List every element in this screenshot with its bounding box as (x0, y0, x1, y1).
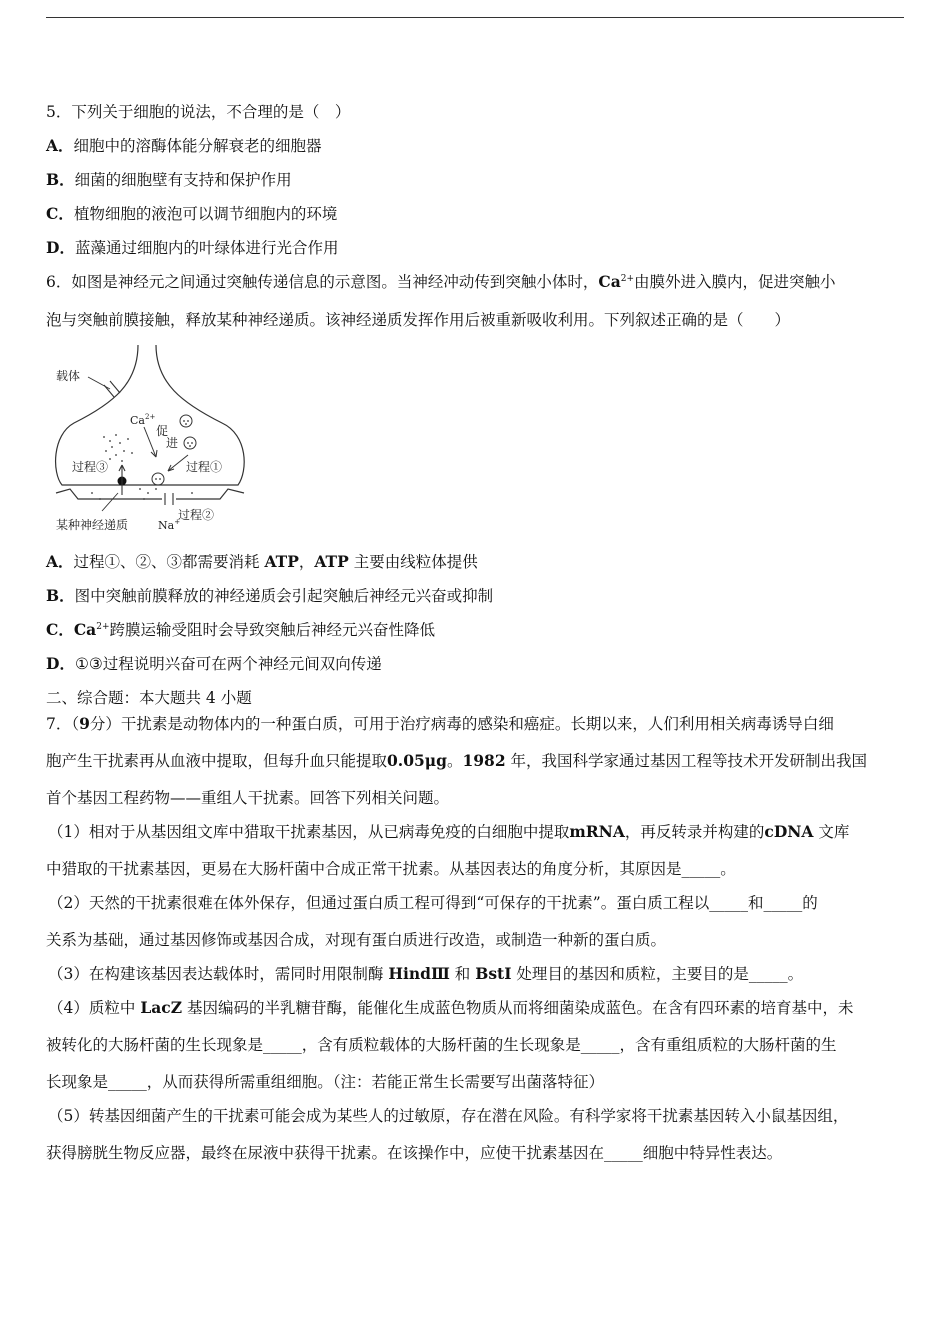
text-run: 9 (79, 714, 90, 733)
label-na: Na+ (158, 518, 181, 532)
transmitter-dots (103, 434, 133, 462)
text-run: ，从而获得所需重组细胞。（注：若能正常生长需要写出菌落特征） (146, 1073, 605, 1091)
q5-option-d (46, 238, 338, 258)
text-run: 和 (747, 894, 764, 912)
q7-part2-line2: 关系为基础，通过基因修饰或基因合成，对现有蛋白质进行改造，或制造一种新的蛋白质。 (46, 931, 667, 949)
text-run: 植物细胞的液泡可以调节细胞内的环境 (73, 205, 338, 223)
label-process2: 过程② (178, 508, 215, 522)
q6-option-c (46, 620, 435, 640)
text-run: ，含有重组质粒的大肠杆菌的生 (619, 1036, 837, 1054)
text-run: 由膜外进入膜内，促进突触小 (634, 273, 836, 291)
q7-line1 (46, 714, 834, 734)
text-run: LacZ (140, 998, 183, 1017)
text-run: （2）天然的干扰素很难在体外保存，但通过蛋白质工程可得到“可保存的干扰素”。蛋白质工程以 (48, 894, 710, 912)
text-run: 。 (446, 752, 463, 770)
postsynaptic-membrane (56, 489, 244, 499)
text-run: B． (46, 170, 75, 189)
text-run: Ca (598, 272, 621, 291)
label-promote-1: 促 (156, 424, 169, 438)
cleft-dots (91, 488, 193, 500)
answer-blank: _____ (580, 1036, 620, 1054)
text-run: C． (46, 620, 74, 639)
na-channel (165, 493, 173, 505)
answer-blank: _____ (709, 894, 748, 912)
text-run: 6．如图是神经元之间通过突触传递信息的示意图。当神经冲动传到突触小体时， (46, 273, 599, 291)
text-run: C． (46, 204, 74, 223)
q7-part4-line2 (46, 1035, 837, 1055)
answer-blank: _____ (763, 894, 803, 912)
label-process3: 过程③ (72, 460, 109, 474)
answer-blank: _____ (108, 1073, 147, 1091)
text-run: （1）相对于从基因组文库中猎取干扰素基因，从已病毒免疫的白细胞中提取 (48, 823, 570, 841)
carrier-pointer (88, 377, 110, 389)
q5-option-c (46, 204, 337, 224)
text-run: 处理目的基因和质粒，主要目的是 (516, 965, 749, 983)
text-run: 年，我国科学家通过基因工程等技术开发研制出我国 (510, 752, 868, 770)
text-run: Ca (73, 620, 97, 639)
text-run: 胞产生干扰素再从血液中提取，但每升血只能提取 (46, 752, 388, 770)
text-run: 2+ (96, 622, 110, 632)
text-run: 7．（ (46, 715, 80, 733)
text-run: ，含有质粒载体的大肠杆菌的生长现象是 (301, 1036, 581, 1054)
q6-option-d (46, 654, 382, 674)
text-run: ATP (314, 552, 349, 571)
answer-blank: _____ (681, 860, 721, 878)
text-run: A． (46, 136, 74, 155)
q5-option-b (46, 170, 292, 190)
text-run: 基因编码的半乳糖苷酶，能催化生成蓝色物质从而将细菌染成蓝色。在含有四环素的培育基中，未 (186, 999, 854, 1017)
q7-part1-line2 (46, 859, 736, 879)
label-process1: 过程① (186, 460, 223, 474)
text-run: 长现象是 (46, 1073, 109, 1091)
text-run: 。 (720, 860, 736, 878)
q7-line2 (46, 751, 867, 771)
text-run: 0.05μg (387, 751, 447, 770)
text-run: 分）干扰素是动物体内的一种蛋白质，可用于治疗病毒的感染和癌症。长期以来，人们利用相关病毒诱导白细 (89, 715, 834, 733)
header-rule (46, 17, 904, 18)
text-run: 和 (454, 965, 471, 983)
text-run: 1982 (462, 751, 506, 770)
text-run: ， (298, 553, 315, 571)
text-run: D． (46, 238, 75, 257)
q7-part5-line1: （5）转基因细菌产生的干扰素可能会成为某些人的过敏原，存在潜在风险。有科学家将干扰素基因转入小鼠基因组， (48, 1107, 849, 1125)
label-promote-2: 进 (166, 436, 179, 450)
q7-part5-line2 (46, 1143, 782, 1163)
text-run: HindⅢ (388, 964, 450, 983)
text-run: 细胞中的溶酶体能分解衰老的细胞器 (73, 137, 322, 155)
q7-line3: 首个基因工程药物——重组人干扰素。回答下列相关问题。 (46, 789, 450, 807)
text-run: 2+ (620, 274, 635, 284)
text-run: BstⅠ (475, 964, 512, 983)
text-run: cDNA (764, 822, 814, 841)
text-run: ①③过程说明兴奋可在两个神经元间双向传递 (74, 655, 382, 673)
q6-stem-line1 (46, 272, 836, 292)
text-run: 过程①、②、③都需要消耗 (73, 553, 260, 571)
text-run: 细胞中特异性表达。 (642, 1144, 783, 1162)
q7-part1-line1 (48, 822, 849, 842)
q7-part4-line3 (46, 1072, 604, 1092)
text-run: 中猎取的干扰素基因，更易在大肠杆菌中合成正常干扰素。从基因表达的角度分析，其原因是 (46, 860, 682, 878)
text-run: 图中突触前膜释放的神经递质会引起突触后神经元兴奋或抑制 (74, 587, 494, 605)
label-ca: $Ca^{2+}$ (130, 413, 156, 427)
text-run: B． (46, 586, 75, 605)
text-run: 跨膜运输受阻时会导致突触后神经元兴奋性降低 (109, 621, 436, 639)
text-run: 。 (787, 965, 804, 983)
q5-stem: 5．下列关于细胞的说法，不合理的是（ ） (46, 103, 351, 121)
q7-part4-line1 (48, 998, 853, 1018)
text-run: 的 (802, 894, 818, 912)
text-run: ATP (264, 552, 299, 571)
q7-part3 (48, 964, 803, 984)
ca-arrow (144, 427, 156, 457)
text-run: （3）在构建该基因表达载体时，需同时用限制酶 (48, 965, 384, 983)
text-run: 文库 (818, 823, 850, 841)
text-run: 主要由线粒体提供 (353, 553, 478, 571)
transmitter-pointer (102, 493, 118, 511)
answer-blank: _____ (263, 1036, 302, 1054)
q5-option-a (46, 136, 322, 156)
text-run: （4）质粒中 (48, 999, 136, 1017)
answer-blank: _____ (604, 1144, 643, 1162)
section2-heading: 二、综合题：本大题共 4 小题 (46, 689, 252, 707)
text-run: 蓝藻通过细胞内的叶绿体进行光合作用 (74, 239, 339, 257)
text-run: D． (46, 654, 75, 673)
text-run: mRNA (569, 822, 625, 841)
label-transmitter: 某种神经递质 (56, 518, 129, 532)
answer-blank: _____ (748, 965, 788, 983)
q6-option-b (46, 586, 493, 606)
q7-part2-line1 (48, 893, 818, 913)
text-run: 细菌的细胞壁有支持和保护作用 (74, 171, 292, 189)
text-run: ，再反转录并构建的 (624, 823, 765, 841)
process1-arrow (168, 455, 188, 471)
text-run: A． (46, 552, 74, 571)
synapse-diagram (52, 343, 248, 539)
q6-stem-line2: 泡与突触前膜接触，释放某种神经递质。该神经递质发挥作用后被重新吸收利用。下列叙述正确的是（ ） (46, 311, 791, 329)
text-run: 获得膀胱生物反应器，最终在尿液中获得干扰素。在该操作中，应使干扰素基因在 (46, 1144, 605, 1162)
label-carrier: 载体 (56, 369, 81, 383)
text-run: 被转化的大肠杆菌的生长现象是 (46, 1036, 264, 1054)
q6-option-a (46, 552, 478, 572)
